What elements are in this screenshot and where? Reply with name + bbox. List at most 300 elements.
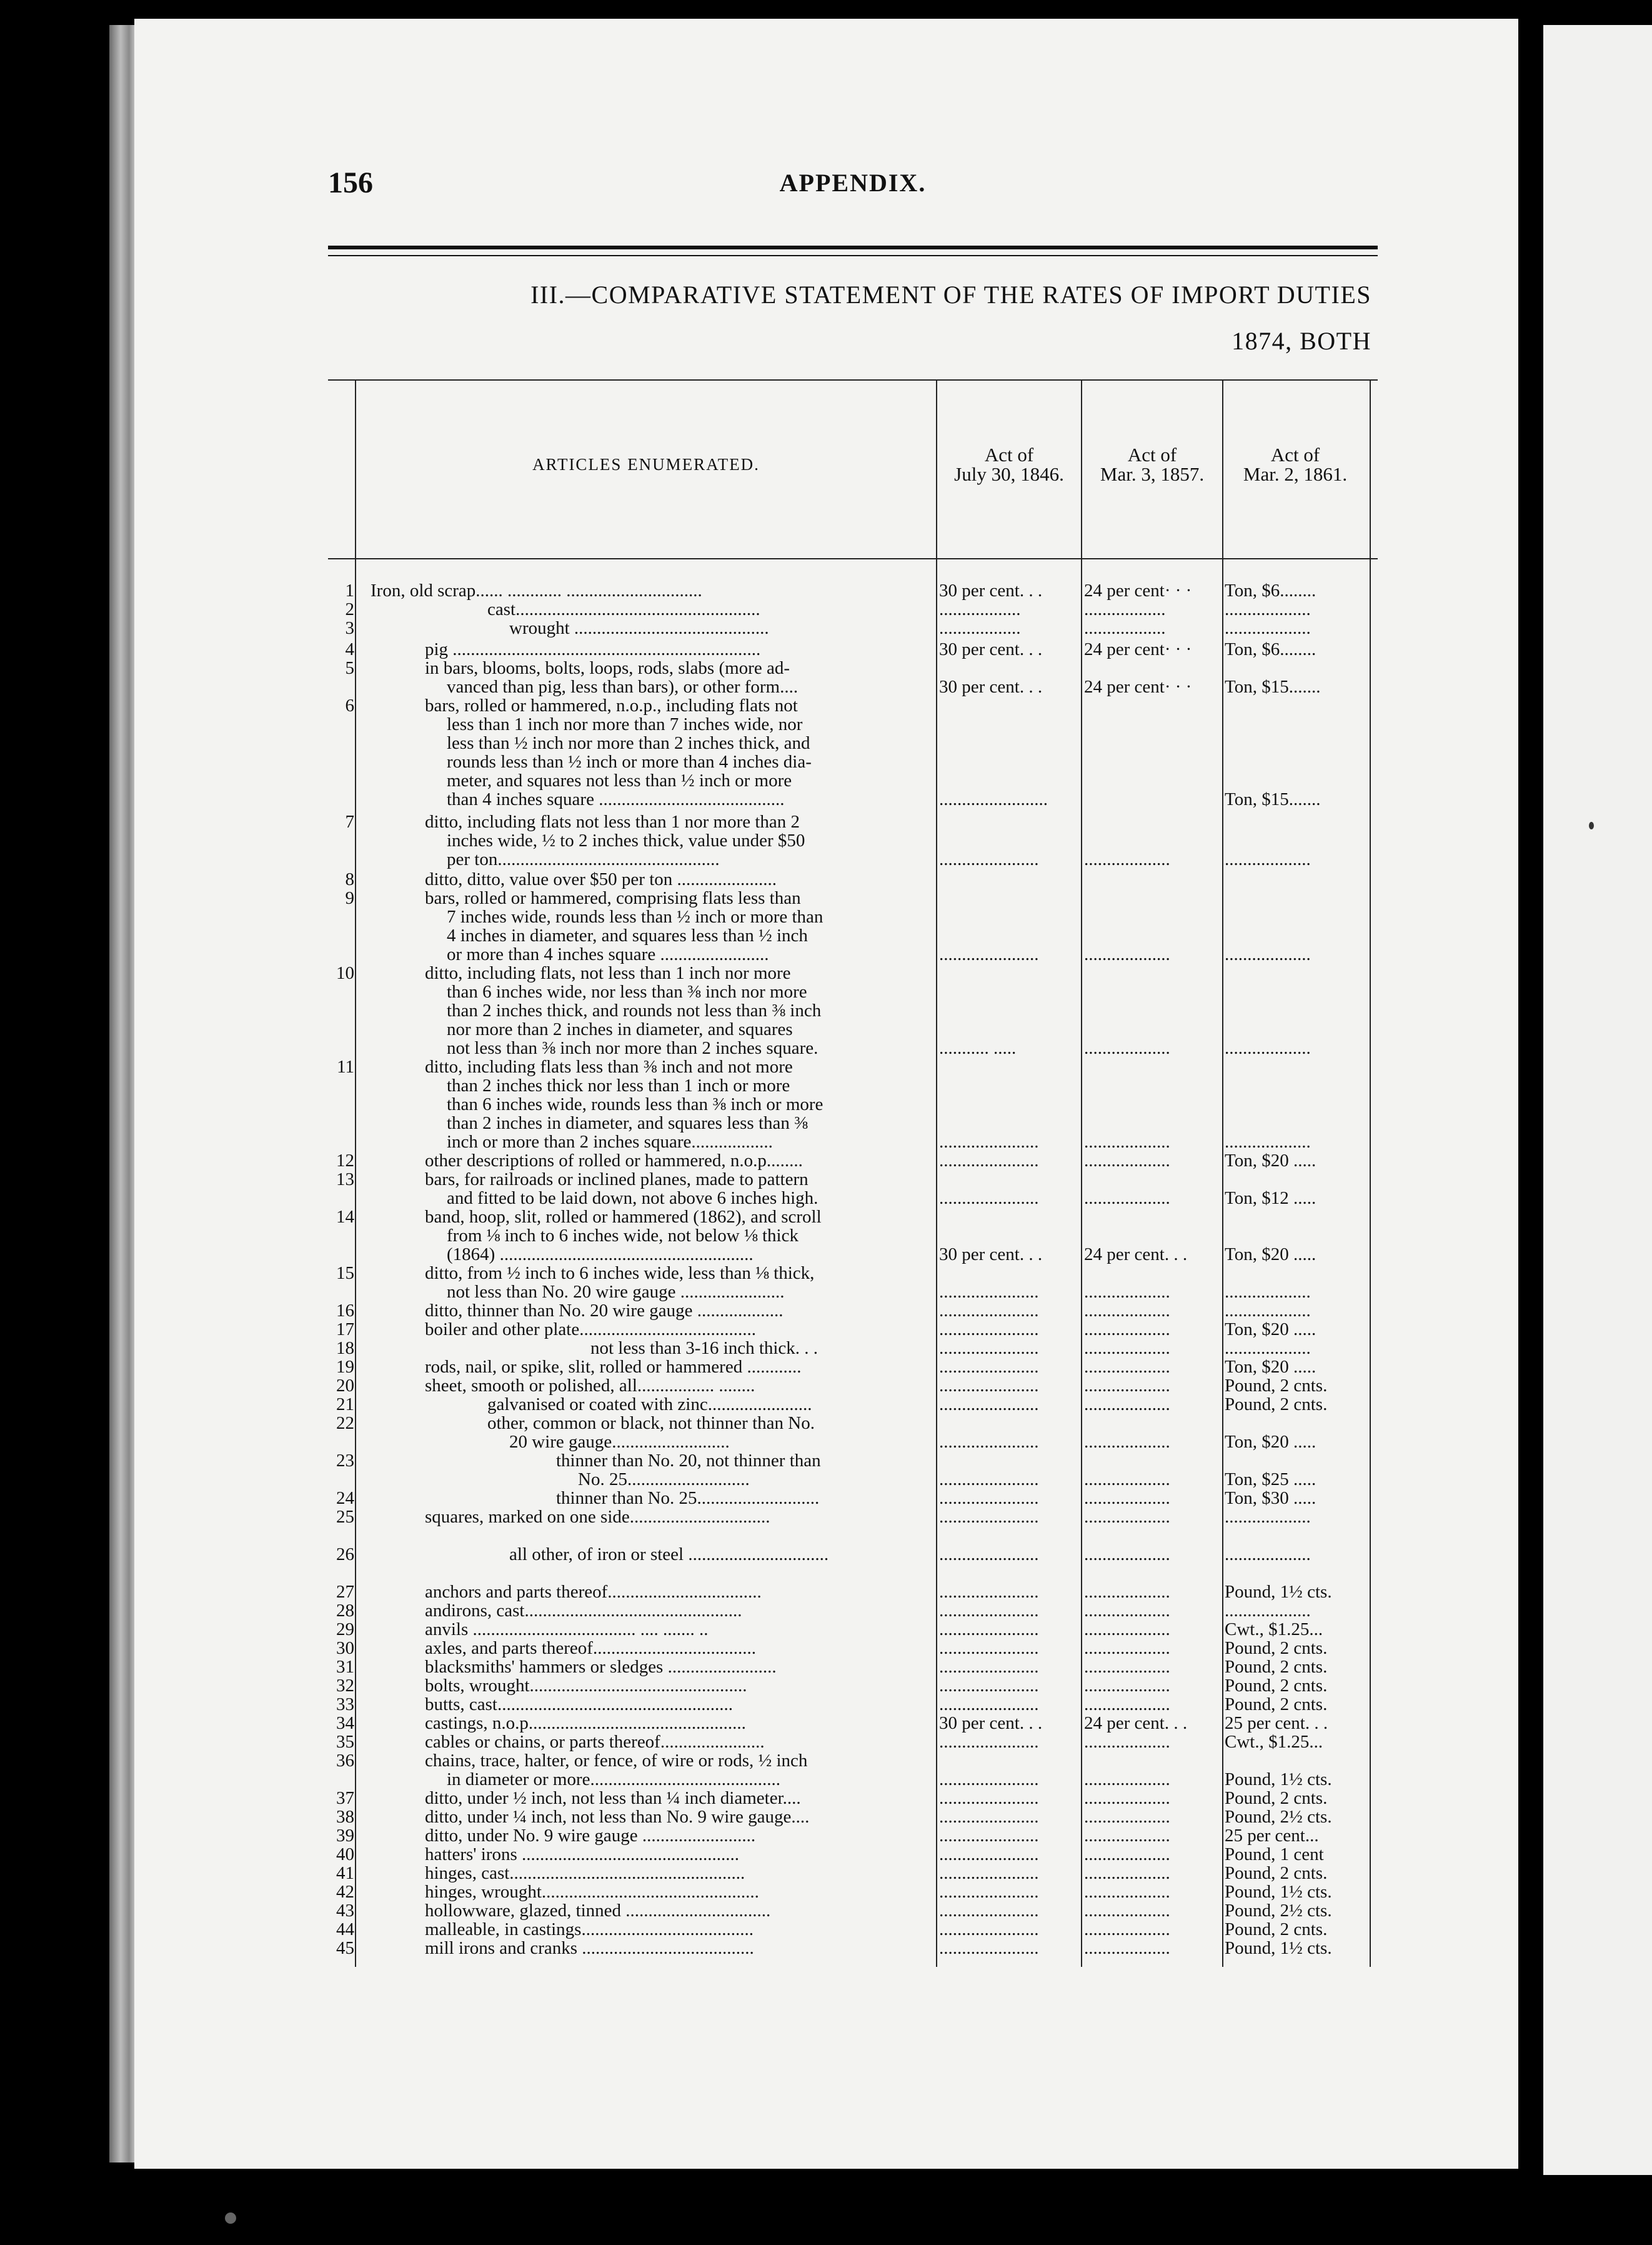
rate-act-1861: Cwt., $1.25... [1225, 1732, 1323, 1751]
rate-act-1861: ................... [1225, 1508, 1311, 1526]
rate-act-1861: ................... [1225, 1132, 1311, 1151]
row-number: 39 [336, 1826, 354, 1846]
rate-act-1846: .................. [939, 619, 1021, 638]
article-description: or more than 4 inches square ........................ [447, 944, 769, 964]
header-rule-thick [328, 246, 1378, 249]
rate-act-1846: ...................... [939, 1582, 1039, 1601]
rate-act-1857: ................... [1084, 1039, 1170, 1058]
row-number: 29 [336, 1619, 354, 1639]
rate-act-1857: ................... [1084, 1658, 1170, 1676]
article-description: and fitted to be laid down, not above 6 inches high. [447, 1188, 819, 1208]
rate-act-1857: ................... [1084, 1582, 1170, 1601]
article-description: ditto, under No. 9 wire gauge ......................... [425, 1826, 756, 1846]
column-header-act-1846-line-1: Act of [984, 444, 1034, 466]
article-description: rods, nail, or spike, slit, rolled or hammered ............ [425, 1357, 802, 1377]
rate-act-1857: ................... [1084, 1808, 1170, 1826]
table-row [328, 1582, 1378, 1601]
rate-act-1861: ................... [1225, 1339, 1311, 1358]
table-row [328, 1882, 1378, 1901]
rate-act-1857: ................... [1084, 1901, 1170, 1920]
rate-act-1846: ...................... [939, 1901, 1039, 1920]
rate-act-1861: Ton, $25 ..... [1225, 1470, 1316, 1489]
article-description: not less than No. 20 wire gauge ....................... [447, 1282, 785, 1302]
rate-act-1857: ................... [1084, 1882, 1170, 1901]
article-description: 4 inches in diameter, and squares less than ½ inch [447, 926, 808, 946]
article-description: bars, rolled or hammered, n.o.p., including flats not [425, 696, 798, 716]
rate-act-1846: ...................... [939, 850, 1039, 869]
article-description: thinner than No. 20, not thinner than [556, 1451, 821, 1471]
table-row [328, 1601, 1378, 1620]
table-row [328, 1939, 1378, 1958]
rate-act-1861: Ton, $6........ [1225, 640, 1316, 659]
rate-act-1857: ................... [1084, 1939, 1170, 1958]
rate-act-1846: 30 per cent. . . [939, 1714, 1043, 1732]
article-description: wrought ........................................... [509, 618, 769, 638]
table-row [328, 619, 1378, 638]
rate-act-1857: ................... [1084, 1601, 1170, 1620]
rate-act-1857: ................... [1084, 1845, 1170, 1864]
rate-act-1857: ................... [1084, 1376, 1170, 1395]
table-row [328, 1320, 1378, 1339]
rate-act-1861: Ton, $20 ..... [1225, 1432, 1316, 1451]
rate-act-1846: .................. [939, 600, 1021, 619]
rate-act-1861: Ton, $30 ..... [1225, 1489, 1316, 1508]
row-number: 24 [336, 1488, 354, 1508]
rate-act-1846: ...................... [939, 1151, 1039, 1170]
article-description: cables or chains, or parts thereof....................... [425, 1732, 765, 1752]
article-description: meter, and squares not less than ½ inch or more [447, 771, 792, 791]
column-header-act-1861-line-1: Act of [1270, 444, 1320, 466]
rate-act-1857: ................... [1084, 1732, 1170, 1751]
rate-act-1846: ...................... [939, 1601, 1039, 1620]
rate-act-1861: Pound, 1½ cts. [1225, 1939, 1332, 1958]
article-description: inch or more than 2 inches square.................. [447, 1132, 773, 1152]
rate-act-1846: ...................... [939, 1132, 1039, 1151]
rate-act-1846: ...................... [939, 1695, 1039, 1714]
article-description: than 2 inches in diameter, and squares less than ⅜ [447, 1113, 808, 1133]
column-header-act-1846-line-2: July 30, 1846. [954, 463, 1064, 485]
page-header [328, 166, 1378, 203]
table-row [328, 1339, 1378, 1358]
rate-act-1846: ...................... [939, 1770, 1039, 1789]
table-row [328, 1714, 1378, 1732]
rate-act-1861: 25 per cent. . . [1225, 1714, 1328, 1732]
row-number: 41 [336, 1863, 354, 1883]
rate-act-1846: ...................... [939, 1376, 1039, 1395]
rate-act-1861: Ton, $15....... [1225, 678, 1321, 696]
article-description: than 6 inches wide, nor less than ⅜ inch nor more [447, 982, 807, 1002]
table-row [328, 1789, 1378, 1808]
rate-act-1857: ................... [1084, 1301, 1170, 1320]
article-description: hollowware, glazed, tinned ................................ [425, 1901, 771, 1921]
column-header-act-1857 [1082, 445, 1222, 484]
rate-act-1846: ...................... [939, 1282, 1039, 1301]
article-description: butts, cast.................................................... [425, 1694, 733, 1714]
rate-act-1846: ...................... [939, 1808, 1039, 1826]
row-number: 34 [336, 1713, 354, 1733]
article-description: pig .................................................................... [425, 639, 761, 659]
row-number: 14 [336, 1207, 354, 1227]
column-header-act-1857-line-2: Mar. 3, 1857. [1100, 463, 1205, 485]
row-number: 2 [345, 599, 354, 619]
table-row [328, 1658, 1378, 1676]
article-description: other descriptions of rolled or hammered, n.o.p........ [425, 1151, 803, 1171]
row-number: 27 [336, 1582, 354, 1602]
rate-act-1861: Pound, 1½ cts. [1225, 1770, 1332, 1789]
row-number: 9 [345, 888, 354, 908]
article-description: anvils .................................... .... ....... .. [425, 1619, 709, 1639]
rate-act-1846: ...................... [939, 1301, 1039, 1320]
article-description: 20 wire gauge.......................... [509, 1432, 730, 1452]
article-description: other, common or black, not thinner than No. [487, 1413, 815, 1433]
row-number: 8 [345, 869, 354, 889]
rate-act-1861: Ton, $20 ..... [1225, 1151, 1316, 1170]
rate-act-1846: ...................... [939, 1545, 1039, 1564]
row-number: 21 [336, 1394, 354, 1414]
table-row [328, 696, 1378, 809]
article-description: ditto, thinner than No. 20 wire gauge ................... [425, 1301, 784, 1321]
article-description: rounds less than ½ inch or more than 4 inches dia- [447, 752, 812, 772]
rate-act-1846: ...................... [939, 1939, 1039, 1958]
table-row [328, 1620, 1378, 1639]
rate-act-1857: ................... [1084, 1789, 1170, 1808]
row-number: 19 [336, 1357, 354, 1377]
row-number: 38 [336, 1807, 354, 1827]
article-description: than 2 inches thick, and rounds not less than ⅜ inch [447, 1001, 822, 1021]
row-number: 17 [336, 1319, 354, 1339]
rate-act-1861: Pound, 2 cnts. [1225, 1658, 1328, 1676]
rate-act-1857: ................... [1084, 945, 1170, 964]
rate-act-1846: ...................... [939, 1189, 1039, 1208]
rate-act-1846: ........................ [939, 790, 1048, 809]
row-number: 44 [336, 1919, 354, 1939]
row-number: 6 [345, 696, 354, 716]
table-title-line-2: 1874, BOTH [1232, 327, 1371, 355]
rate-act-1861: ................... [1225, 1039, 1311, 1058]
column-header-act-1861-line-2: Mar. 2, 1861. [1243, 463, 1348, 485]
article-description: ditto, under ¼ inch, not less than No. 9 wire gauge.... [425, 1807, 810, 1827]
table-row [328, 1489, 1378, 1508]
rate-act-1861: Pound, 2 cnts. [1225, 1376, 1328, 1395]
row-number: 3 [345, 618, 354, 638]
rate-act-1861: ................... [1225, 945, 1311, 964]
article-description: (1864) ........................................................ [447, 1244, 754, 1264]
rate-act-1857: 24 per cent. . . [1084, 1714, 1188, 1732]
rate-act-1857: ................... [1084, 1358, 1170, 1376]
rate-act-1861: Cwt., $1.25... [1225, 1620, 1323, 1639]
article-description: inches wide, ½ to 2 inches thick, value under $50 [447, 831, 805, 851]
rate-act-1846: ...................... [939, 1470, 1039, 1489]
row-number: 43 [336, 1901, 354, 1921]
article-description: axles, and parts thereof.................................... [425, 1638, 756, 1658]
rate-act-1857: ................... [1084, 1545, 1170, 1564]
table-row [328, 1732, 1378, 1751]
article-description: vanced than pig, less than bars), or other form.... [447, 677, 799, 697]
rate-act-1857: ................... [1084, 1770, 1170, 1789]
article-description: in diameter or more.......................................... [447, 1769, 780, 1789]
table-row [328, 870, 1378, 889]
rate-act-1846: ...................... [939, 1395, 1039, 1414]
rate-act-1857: ................... [1084, 1920, 1170, 1939]
article-description: squares, marked on one side............................... [425, 1507, 770, 1527]
rate-act-1857: ................... [1084, 1676, 1170, 1695]
rate-act-1857: ................... [1084, 1620, 1170, 1639]
row-number: 45 [336, 1938, 354, 1958]
rate-act-1861: Pound, 1½ cts. [1225, 1882, 1332, 1901]
rate-act-1846: ...................... [939, 1358, 1039, 1376]
table-row [328, 1264, 1378, 1301]
row-number: 4 [345, 639, 354, 659]
table-top-rule [328, 379, 1378, 381]
rate-act-1846: 30 per cent. . . [939, 678, 1043, 696]
table-row [328, 812, 1378, 869]
table-row [328, 1208, 1378, 1264]
rate-act-1861: Pound, 2 cnts. [1225, 1920, 1328, 1939]
column-header-act-1846 [937, 445, 1081, 484]
facing-page-strip [1543, 25, 1652, 2175]
row-number: 16 [336, 1301, 354, 1321]
rate-act-1846: ...................... [939, 1676, 1039, 1695]
rate-act-1846: ...................... [939, 1732, 1039, 1751]
rate-act-1861: Ton, $12 ..... [1225, 1189, 1316, 1208]
rate-act-1861: ................... [1225, 1545, 1311, 1564]
row-number: 40 [336, 1844, 354, 1864]
rate-act-1861: Ton, $20 ..... [1225, 1245, 1316, 1264]
article-description: thinner than No. 25........................... [556, 1488, 820, 1508]
article-description: nor more than 2 inches in diameter, and squares [447, 1019, 793, 1039]
article-description: mill irons and cranks ...................................... [425, 1938, 754, 1958]
article-description: malleable, in castings...................................... [425, 1919, 754, 1939]
rate-act-1846: ...................... [939, 1432, 1039, 1451]
table-row [328, 1058, 1378, 1151]
rate-act-1857: .................. [1084, 600, 1166, 619]
row-number: 31 [336, 1657, 354, 1677]
article-description: anchors and parts thereof.................................. [425, 1582, 762, 1602]
table-row [328, 1695, 1378, 1714]
rate-act-1861: Ton, $20 ..... [1225, 1320, 1316, 1339]
table-row [328, 1676, 1378, 1695]
rate-act-1857: ................... [1084, 1320, 1170, 1339]
table-header-rule [328, 558, 1378, 559]
rate-act-1861: ................... [1225, 600, 1311, 619]
table-row [328, 1545, 1378, 1564]
rate-act-1846: 30 per cent. . . [939, 1245, 1043, 1264]
row-number: 36 [336, 1751, 354, 1771]
row-number: 13 [336, 1169, 354, 1189]
rate-act-1861: Pound, 2½ cts. [1225, 1808, 1332, 1826]
rate-act-1857: ................... [1084, 850, 1170, 869]
article-description: not less than ⅜ inch nor more than 2 inches square. [447, 1038, 819, 1058]
row-number: 7 [345, 812, 354, 832]
facing-page-mark [1589, 822, 1594, 829]
article-description: castings, n.o.p................................................ [425, 1713, 746, 1733]
rate-act-1857: ................... [1084, 1826, 1170, 1845]
rate-act-1857: ................... [1084, 1151, 1170, 1170]
rate-act-1846: ...................... [939, 945, 1039, 964]
row-number: 35 [336, 1732, 354, 1752]
rate-act-1861: Pound, 1 cent [1225, 1845, 1324, 1864]
table-row [328, 1358, 1378, 1376]
rate-act-1846: ...................... [939, 1658, 1039, 1676]
article-description: band, hoop, slit, rolled or hammered (1862), and scroll [425, 1207, 822, 1227]
article-description: ditto, ditto, value over $50 per ton ...................... [425, 869, 777, 889]
column-header-act-1857-line-1: Act of [1127, 444, 1177, 466]
row-number: 1 [345, 581, 354, 601]
rate-act-1846: ...................... [939, 1882, 1039, 1901]
article-description: ditto, including flats not less than 1 nor more than 2 [425, 812, 800, 832]
rate-act-1861: ................... [1225, 619, 1311, 638]
table-row [328, 678, 1378, 696]
article-description: than 4 inches square ......................................... [447, 789, 785, 809]
row-number: 42 [336, 1882, 354, 1902]
rate-act-1857: ................... [1084, 1639, 1170, 1658]
rate-act-1861: Pound, 2 cnts. [1225, 1395, 1328, 1414]
book-page-edge [109, 25, 137, 2162]
rate-act-1857: 24 per cent. . . [1084, 1245, 1188, 1264]
rate-act-1857: ................... [1084, 1470, 1170, 1489]
column-header-articles: ARTICLES ENUMERATED. [532, 455, 760, 474]
rate-act-1846: ...................... [939, 1489, 1039, 1508]
table-row [328, 1508, 1378, 1526]
article-description: galvanised or coated with zinc....................... [487, 1394, 812, 1414]
rate-act-1846: ...................... [939, 1826, 1039, 1845]
article-description: bars, for railroads or inclined planes, made to pattern [425, 1169, 809, 1189]
rate-act-1861: Pound, 2 cnts. [1225, 1639, 1328, 1658]
row-number: 11 [337, 1057, 354, 1077]
article-description: not less than 3-16 inch thick. . . [590, 1338, 819, 1358]
table-row [328, 889, 1378, 964]
rate-act-1846: ........... ..... [939, 1039, 1017, 1058]
row-number: 12 [336, 1151, 354, 1171]
table-row [328, 581, 1378, 600]
scan-speck [225, 2212, 236, 2224]
article-description: ditto, including flats less than ⅜ inch and not more [425, 1057, 793, 1077]
table-row [328, 964, 1378, 1058]
rate-act-1861: Pound, 2 cnts. [1225, 1789, 1328, 1808]
table-row [328, 1414, 1378, 1451]
row-number: 26 [336, 1544, 354, 1564]
article-description: chains, trace, halter, or fence, of wire or rods, ½ inch [425, 1751, 808, 1771]
row-number: 22 [336, 1413, 354, 1433]
rate-act-1857: ................... [1084, 1132, 1170, 1151]
table-row [328, 1864, 1378, 1882]
rate-act-1846: ...................... [939, 1845, 1039, 1864]
rate-act-1857: ................... [1084, 1489, 1170, 1508]
rate-act-1857: ................... [1084, 1864, 1170, 1882]
rate-act-1846: 30 per cent. . . [939, 640, 1043, 659]
article-description: hatters' irons ................................................ [425, 1844, 740, 1864]
rate-act-1861: ................... [1225, 850, 1311, 869]
table-row [328, 1395, 1378, 1414]
article-description: bolts, wrought................................................ [425, 1676, 747, 1696]
article-description: less than 1 inch nor more than 7 inches wide, nor [447, 714, 803, 734]
rate-act-1857: ................... [1084, 1395, 1170, 1414]
table-row [328, 1301, 1378, 1320]
article-description: less than ½ inch nor more than 2 inches thick, and [447, 733, 810, 753]
article-description: than 2 inches thick nor less than 1 inch or more [447, 1076, 790, 1096]
table-row [328, 1376, 1378, 1395]
article-description: than 6 inches wide, rounds less than ⅜ inch or more [447, 1094, 824, 1114]
table-title-line-1: III.—COMPARATIVE STATEMENT OF THE RATES OF IMPORT DUTIES [530, 281, 1371, 309]
row-number: 33 [336, 1694, 354, 1714]
running-head: APPENDIX. [779, 169, 927, 197]
rate-act-1846: ...................... [939, 1620, 1039, 1639]
rate-act-1857: 24 per cent· · · [1084, 678, 1192, 696]
rate-act-1857: ................... [1084, 1339, 1170, 1358]
rate-act-1857: 24 per cent· · · [1084, 581, 1192, 600]
rate-act-1861: 25 per cent... [1225, 1826, 1319, 1845]
row-number: 25 [336, 1507, 354, 1527]
rate-act-1846: 30 per cent. . . [939, 581, 1043, 600]
row-number: 5 [345, 658, 354, 678]
article-description: No. 25........................... [578, 1469, 750, 1489]
table-row [328, 1920, 1378, 1939]
column-header-act-1861 [1223, 445, 1367, 484]
table-row [328, 659, 1378, 678]
rate-act-1857: .................. [1084, 619, 1166, 638]
article-description: all other, of iron or steel ............................... [509, 1544, 829, 1564]
table-row [328, 1639, 1378, 1658]
rate-act-1846: ...................... [939, 1508, 1039, 1526]
article-description: andirons, cast................................................ [425, 1601, 742, 1621]
rate-act-1861: Pound, 1½ cts. [1225, 1582, 1332, 1601]
article-description: sheet, smooth or polished, all................. ........ [425, 1376, 755, 1396]
article-description: Iron, old scrap...... ............ .............................. [371, 581, 702, 601]
row-number: 23 [336, 1451, 354, 1471]
rate-act-1846: ...................... [939, 1920, 1039, 1939]
table-row [328, 640, 1378, 659]
table-row [328, 1826, 1378, 1845]
table-row [328, 1151, 1378, 1170]
page-number: 156 [328, 166, 373, 199]
article-description: per ton................................................. [447, 849, 720, 869]
rate-act-1857: ................... [1084, 1432, 1170, 1451]
row-number: 28 [336, 1601, 354, 1621]
row-number: 37 [336, 1788, 354, 1808]
article-description: 7 inches wide, rounds less than ½ inch or more than [447, 907, 824, 927]
article-description: in bars, blooms, bolts, loops, rods, slabs (more ad- [425, 658, 790, 678]
rate-act-1846: ...................... [939, 1639, 1039, 1658]
rate-act-1846: ...................... [939, 1789, 1039, 1808]
rate-act-1861: Pound, 2 cnts. [1225, 1864, 1328, 1882]
article-description: bars, rolled or hammered, comprising flats less than [425, 888, 801, 908]
rate-act-1857: ................... [1084, 1189, 1170, 1208]
rate-act-1861: ................... [1225, 1301, 1311, 1320]
row-number: 10 [336, 963, 354, 983]
table-row [328, 1808, 1378, 1826]
rate-act-1846: ...................... [939, 1339, 1039, 1358]
article-description: hinges, wrought................................................ [425, 1882, 759, 1902]
rate-act-1861: Ton, $15....... [1225, 790, 1321, 809]
article-description: hinges, cast.................................................... [425, 1863, 745, 1883]
article-description: blacksmiths' hammers or sledges ........................ [425, 1657, 777, 1677]
header-rule-thin [328, 255, 1378, 256]
rate-act-1861: Pound, 2 cnts. [1225, 1676, 1328, 1695]
table-row [328, 1451, 1378, 1489]
table-row [328, 1845, 1378, 1864]
rate-act-1861: ................... [1225, 1601, 1311, 1620]
rate-act-1846: ...................... [939, 1320, 1039, 1339]
row-number: 15 [336, 1263, 354, 1283]
rate-act-1861: Pound, 2½ cts. [1225, 1901, 1332, 1920]
table-row [328, 1901, 1378, 1920]
article-description: ditto, from ½ inch to 6 inches wide, less than ⅛ thick, [425, 1263, 815, 1283]
table-row [328, 1170, 1378, 1208]
row-number: 20 [336, 1376, 354, 1396]
rate-act-1857: 24 per cent· · · [1084, 640, 1192, 659]
rate-act-1861: Ton, $20 ..... [1225, 1358, 1316, 1376]
article-description: cast...................................................... [487, 599, 760, 619]
